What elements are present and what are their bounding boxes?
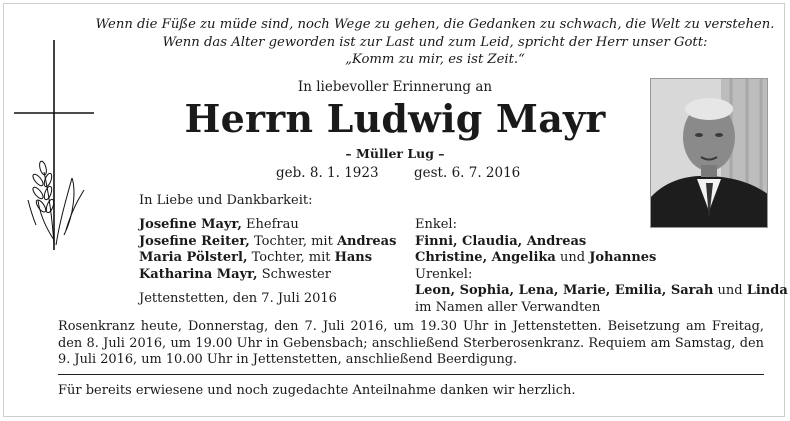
deceased-nickname: – Müller Lug –: [345, 146, 445, 161]
funeral-details: Rosenkranz heute, Donnerstag, den 7. Juli 2016, um 19.30 Uhr in Jettenstetten. Beisetzung am Freitag, den 8. Juli 2016, um 19.00 Uhr in Gebensbach; anschließend Sterberosenkranz. Requiem am Samstag, den 9. Juli 2016, um 10.00 Uhr in Jettenstetten, anschließend Beerdigung.: [58, 319, 764, 368]
deceased-name: Herrn Ludwig Mayr: [184, 96, 606, 141]
family-list-left: [139, 217, 396, 283]
place-date: Jettenstetten, den 7. Juli 2016: [139, 291, 337, 306]
urenkel-label: Urenkel:: [415, 266, 473, 282]
family-list-right: [415, 217, 788, 317]
cross-with-wheat-icon: [14, 40, 94, 250]
list-item: Leon, Sophia, Lena, Marie, Emilia, Sarah und Linda: [415, 283, 788, 299]
death-date: gest. 6. 7. 2016: [414, 165, 521, 181]
divider: [58, 374, 764, 375]
quote-line-3: „Komm zu mir, es ist Zeit.“: [345, 52, 525, 67]
list-item: Josefine Reiter, Tochter, mit Andreas: [139, 233, 397, 249]
portrait-photo: [650, 78, 768, 228]
list-item: Katharina Mayr, Schwester: [139, 266, 331, 282]
quote-line-1: Wenn die Füße zu müde sind, noch Wege zu gehen, die Gedanken zu schwach, die Welt zu verstehen.: [95, 17, 775, 32]
list-item: Christine, Angelika und Johannes: [415, 250, 657, 266]
list-item: Josefine Mayr, Ehefrau: [139, 217, 299, 232]
mourners-heading: In Liebe und Dankbarkeit:: [139, 193, 313, 208]
quote-line-2: Wenn das Alter geworden ist zur Last und zum Leid, spricht der Herr unser Gott:: [162, 35, 708, 50]
list-item: Maria Pölsterl, Tochter, mit Hans: [139, 250, 373, 266]
enkel-label: Enkel:: [415, 217, 457, 232]
relatives-note: im Namen aller Verwandten: [415, 299, 601, 315]
list-item: Finni, Claudia, Andreas: [415, 233, 587, 249]
intro-line: In liebevoller Erinnerung an: [297, 79, 493, 95]
thanks-line: Für bereits erwiesene und noch zugedachte Anteilnahme danken wir herzlich.: [58, 383, 576, 398]
birth-date: geb. 8. 1. 1923: [276, 165, 379, 181]
